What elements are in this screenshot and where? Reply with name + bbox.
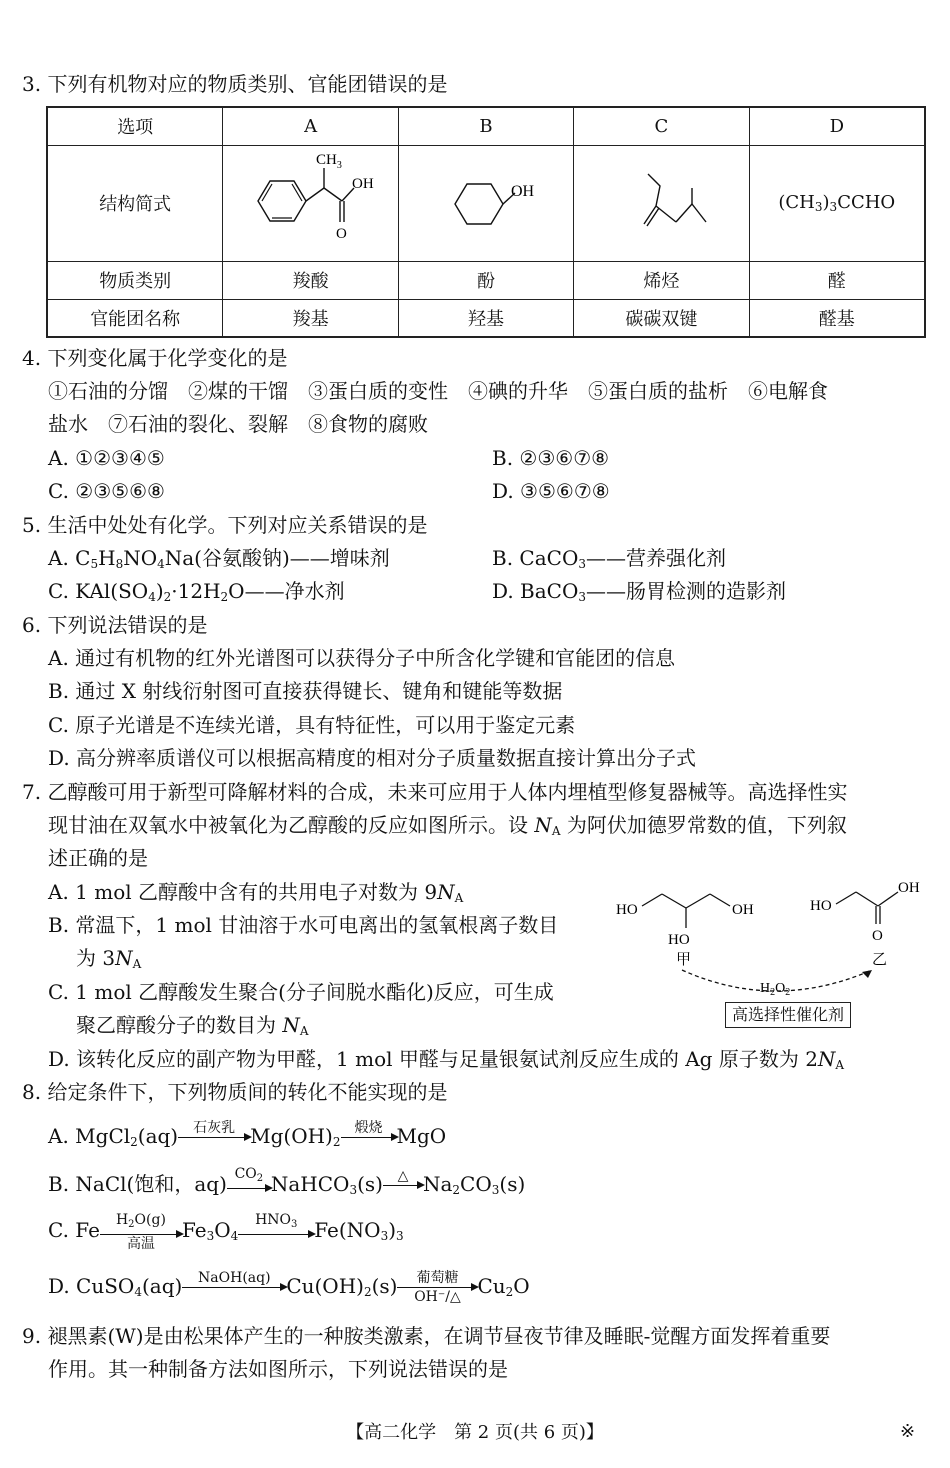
fig-oh-product: OH <box>898 880 920 896</box>
q4-stem: 4. 下列变化属于化学变化的是 <box>22 346 288 370</box>
q6-option-d: D. 高分辨率质谱仪可以根据高精度的相对分子质量数据直接计算出分子式 <box>48 746 697 770</box>
q4-option-d: D. ③⑤⑥⑦⑧ <box>492 479 610 503</box>
group-d: 醛基 <box>749 299 925 337</box>
table-header-c: C <box>574 107 749 145</box>
structure-b-svg <box>411 146 561 256</box>
fig-oh-right: OH <box>732 902 754 918</box>
q5-option-c: C. $KAl(SO_4)_2\cdot 12H_2O——$净水剂 <box>48 579 345 604</box>
q5-option-d: D. BaCO$_3$——肠胃检测的造影剂 <box>492 579 786 604</box>
group-b: 羟基 <box>398 299 573 337</box>
q8-option-c: C. Fe $H_2O(g)$ 高温 $Fe_3O_4$ $HNO_3$ $Fe(NO_3)_3$ <box>48 1211 404 1252</box>
q7-option-a: A. 1 mol 乙醇酸中含有的共用电子对数为 $9N_A$ <box>48 880 464 905</box>
class-a: 羧酸 <box>223 261 398 299</box>
structure-c-svg <box>586 146 736 256</box>
table-header-d: D <box>749 107 925 145</box>
fig-label-jia: 甲 <box>676 952 692 968</box>
fig-h2o2: $H_2O_2$ <box>760 981 791 998</box>
q3-stem: 3. 下列有机物对应的物质类别、官能团错误的是 <box>22 72 448 96</box>
q5-option-b: B. CaCO$_3$——营养强化剂 <box>492 546 726 571</box>
structure-c <box>574 145 749 261</box>
structure-a-svg <box>236 146 386 256</box>
q8-option-b: B. NaCl(饱和，aq) $CO_2$ NaHCO$_3$(s) △ $Na_2CO_3(s)$ <box>48 1165 526 1197</box>
q5-stem: 5. 生活中处处有化学。下列对应关系错误的是 <box>22 513 428 537</box>
structure-b <box>398 145 573 261</box>
q7-stem-line3: 述正确的是 <box>48 846 148 870</box>
structure-d: $(CH_3)_3CCHO$ <box>749 145 925 261</box>
q5-option-a: A. $C_5H_8NO_4Na$(谷氨酸钠)——增味剂 <box>48 546 390 571</box>
row-class-label: 物质类别 <box>47 261 223 299</box>
class-b: 酚 <box>398 261 573 299</box>
struct-a-oh: OH <box>351 175 374 192</box>
struct-a-o: O <box>335 225 347 242</box>
fig-ho-product: HO <box>810 898 832 914</box>
footer-mark: ※ <box>900 1421 916 1442</box>
group-c: 碳碳双键 <box>574 299 749 337</box>
q9-stem-line1: 9. 褪黑素(W)是由松果体产生的一种胺类激素，在调节昼夜节律及睡眠-觉醒方面发挥着重要 <box>22 1324 831 1348</box>
q6-option-b: B. 通过 X 射线衍射图可直接获得键长、键角和键能等数据 <box>48 679 563 703</box>
class-c: 烯烃 <box>574 261 749 299</box>
q8-option-a: A. MgCl$_2$(aq) 石灰乳 $Mg(OH)_2$ 煅烧 MgO <box>48 1120 447 1149</box>
q4-option-c: C. ②③⑤⑥⑧ <box>48 479 165 503</box>
row-structure-label: 结构简式 <box>47 145 223 261</box>
q6-option-c: C. 原子光谱是不连续光谱，具有特征性，可以用于鉴定元素 <box>48 713 576 737</box>
q6-option-a: A. 通过有机物的红外光谱图可以获得分子中所含化学键和官能团的信息 <box>48 646 676 670</box>
catalyst-box: 高选择性催化剂 <box>725 1002 851 1028</box>
q7-option-d: D. 该转化反应的副产物为甲醛，1 mol 甲醛与足量银氨试剂反应生成的 Ag 原子数为 $2N_A$ <box>48 1047 845 1072</box>
structure-a <box>223 145 398 261</box>
q4-items-line2: 盐水 ⑦石油的裂化、裂解 ⑧食物的腐败 <box>48 412 428 436</box>
q4-option-b: B. ②③⑥⑦⑧ <box>492 446 610 470</box>
page-footer <box>0 1418 950 1444</box>
table-header-a: A <box>223 107 398 145</box>
table-header-label: 选项 <box>47 107 223 145</box>
q7-option-c-line2: 聚乙醇酸分子的数目为 $N_A$ <box>76 1013 309 1038</box>
row-group-label: 官能团名称 <box>47 299 223 337</box>
q6-stem: 6. 下列说法错误的是 <box>22 613 208 637</box>
table-header-b: B <box>398 107 573 145</box>
group-a: 羧基 <box>223 299 398 337</box>
q4-option-a: A. ①②③④⑤ <box>48 446 165 470</box>
q7-option-b-line2: 为 $3N_A$ <box>76 946 142 971</box>
q9-stem-line2: 作用。其一种制备方法如图所示，下列说法错误的是 <box>48 1357 508 1381</box>
fig-ho-bottom: HO <box>668 932 690 948</box>
q3-options-table <box>46 106 926 338</box>
q7-stem-line2: 现甘油在双氧水中被氧化为乙醇酸的反应如图所示。设 $N_A$ 为阿伏加德罗常数的值，下列叙 <box>48 813 847 838</box>
class-d: 醛 <box>749 261 925 299</box>
q8-option-d: D. CuSO$_4$(aq) NaOH(aq) $Cu(OH)_2(s)$ 葡萄糖 OH⁻/△ $Cu_2O$ <box>48 1270 530 1305</box>
struct-a-ch3: $CH_3$ <box>315 151 342 171</box>
q7-option-c-line1: C. 1 mol 乙醇酸发生聚合(分子间脱水酯化)反应，可生成 <box>48 980 554 1004</box>
fig-o-product: O <box>872 928 883 944</box>
fig-ho-left: HO <box>616 902 638 918</box>
q4-items-line1: ①石油的分馏 ②煤的干馏 ③蛋白质的变性 ④碘的升华 ⑤蛋白质的盐析 ⑥电解食 <box>48 379 828 403</box>
struct-b-oh: OH <box>510 182 535 200</box>
q7-option-b-line1: B. 常温下，1 mol 甘油溶于水可电离出的氢氧根离子数目 <box>48 913 559 937</box>
footer-text: 【高二化学 第 2 页(共 6 页)】 <box>346 1422 604 1443</box>
q7-stem-line1: 7. 乙醇酸可用于新型可降解材料的合成，未来可应用于人体内埋植型修复器械等。高选择性实 <box>22 780 848 804</box>
fig-label-yi: 乙 <box>872 952 888 968</box>
q8-stem: 8. 给定条件下，下列物质间的转化不能实现的是 <box>22 1080 448 1104</box>
q7-reaction-figure <box>610 872 930 1007</box>
